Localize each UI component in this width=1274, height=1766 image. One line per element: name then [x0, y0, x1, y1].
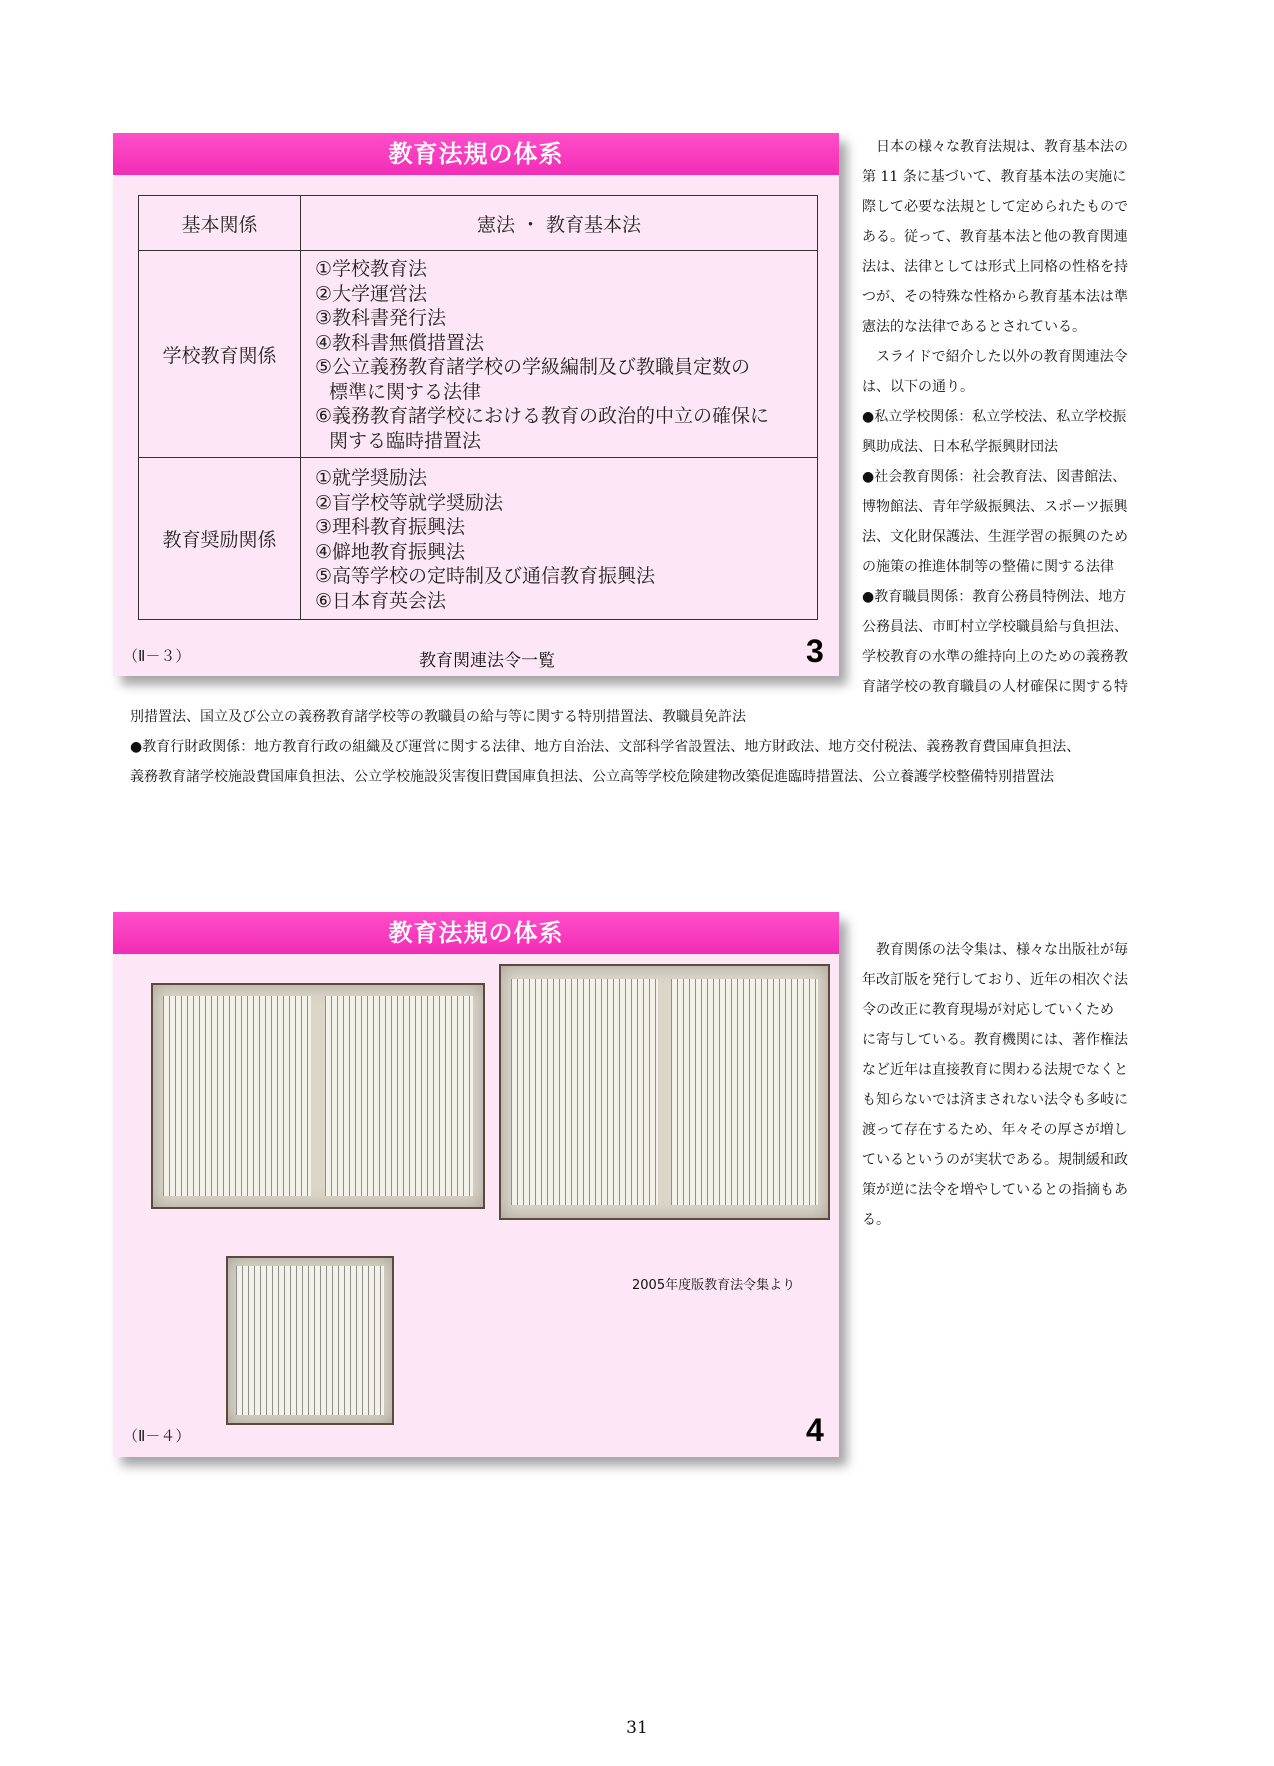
table-row — [139, 251, 818, 458]
text-line: ているというのが実状である。規制緩和政 — [862, 1152, 1128, 1168]
law-item: ⑥日本育英会法 — [315, 589, 447, 612]
text-line: 令の改正に教育現場が対応していくため — [862, 1002, 1114, 1018]
law-item: ③理科教育振興法 — [315, 516, 466, 538]
text-line: ●私立学校関係：私立学校法、私立学校振 — [862, 409, 1127, 425]
text-line: 義務教育諸学校施設費国庫負担法、公立学校施設災害復旧費国庫負担法、公立高等学校危険建物改築促進臨時措置法、公立養護学校整備特別措置法 — [130, 769, 1054, 785]
text-line: 別措置法、国立及び公立の義務教育諸学校等の教職員の給与等に関する特別措置法、教職員免許法 — [130, 709, 746, 725]
text-line: る。 — [862, 1212, 890, 1228]
text-line: の施策の推進体制等の整備に関する法律 — [862, 559, 1114, 575]
law-item: ②大学運営法 — [315, 282, 428, 305]
law-book-photo — [499, 964, 830, 1220]
category-cell: 学校教育関係 — [139, 251, 301, 458]
text-line: も知らないでは済まされない法令も多岐に — [862, 1092, 1128, 1108]
page-number: 31 — [626, 1718, 648, 1738]
commentary-2 — [862, 935, 1158, 1235]
text-line: 際して必要な法規として定められたもので — [862, 199, 1128, 215]
text-line: 第 11 条に基づいて、教育基本法の実施に — [862, 169, 1127, 185]
slide-caption: 教育関連法令一覧 — [419, 651, 555, 671]
header-cell: 憲法 ・ 教育基本法 — [301, 196, 818, 251]
slide-3 — [113, 133, 839, 676]
category-cell: 基本関係 — [139, 196, 301, 251]
law-system-table — [138, 195, 818, 620]
text-line: 博物館法、青年学級振興法、スポーツ振興 — [862, 499, 1128, 515]
law-item: ⑤高等学校の定時制及び通信教育振興法 — [315, 565, 656, 587]
law-list-cell — [301, 458, 818, 620]
text-line: 年改訂版を発行しており、近年の相次ぐ法 — [862, 972, 1128, 988]
text-line: に寄与している。教育機関には、著作権法 — [862, 1032, 1128, 1048]
text-line: 興助成法、日本私学振興財団法 — [862, 439, 1058, 455]
slide-number: 3 — [806, 633, 824, 669]
text-line: 憲法的な法律であるとされている。 — [862, 319, 1086, 335]
text-line: ●教育職員関係：教育公務員特例法、地方 — [862, 589, 1127, 605]
law-item: ①就学奨励法 — [315, 467, 428, 489]
text-line: は、以下の通り。 — [862, 379, 974, 395]
text-line: つが、その特殊な性格から教育基本法は準 — [862, 289, 1128, 305]
text-line: 渡って存在するため、年々その厚さが増し — [862, 1122, 1128, 1138]
photo-caption: 2005年度版教育法令集より — [632, 1278, 796, 1293]
text-line: 法、文化財保護法、生涯学習の振興のため — [862, 529, 1128, 545]
law-list-cell — [301, 251, 818, 458]
slide-title: 教育法規の体系 — [113, 133, 839, 175]
text-line: スライドで紹介した以外の教育関連法令 — [876, 349, 1128, 365]
law-book-photo — [151, 983, 485, 1209]
slide-number: 4 — [806, 1412, 824, 1448]
law-item: ③教科書発行法 — [315, 307, 447, 329]
law-item: ④僻地教育振興法 — [315, 540, 466, 563]
law-item: ⑥義務教育諸学校における教育の政治的中立の確保に — [315, 405, 770, 427]
slide-id: （Ⅱ－３） — [123, 647, 191, 665]
text-line: 日本の様々な教育法規は、教育基本法の — [876, 139, 1128, 155]
text-line: ●教育行財政関係：地方教育行政の組織及び運営に関する法律、地方自治法、文部科学省設置法、地方財政法、地方交付税法、義務教育費国庫負担法、 — [130, 739, 1081, 755]
law-item: ②盲学校等就学奨励法 — [315, 491, 504, 514]
text-line: 教育関係の法令集は、様々な出版社が毎 — [876, 942, 1128, 958]
text-line: ある。従って、教育基本法と他の教育関連 — [862, 229, 1128, 245]
slide-id: （Ⅱ－４） — [123, 1427, 191, 1445]
law-item: ①学校教育法 — [315, 258, 428, 280]
text-line: 学校教育の水準の維持向上のための義務教 — [862, 649, 1128, 665]
slide-4 — [113, 912, 839, 1457]
commentary-1 — [862, 132, 1158, 702]
commentary-continuation — [130, 702, 1170, 792]
law-item: ⑤公立義務教育諸学校の学級編制及び教職員定数の — [315, 356, 751, 378]
text-line: 育諸学校の教育職員の人材確保に関する特 — [862, 679, 1128, 695]
text-line: など近年は直接教育に関わる法規でなくと — [862, 1062, 1128, 1078]
text-line: 法は、法律としては形式上同格の性格を持 — [862, 259, 1128, 275]
text-line: 策が逆に法令を増やしているとの指摘もあ — [862, 1182, 1128, 1198]
slide-title: 教育法規の体系 — [113, 912, 839, 954]
table-row — [139, 196, 818, 251]
text-line: ●社会教育関係：社会教育法、図書館法、 — [862, 469, 1127, 485]
law-item: ④教科書無償措置法 — [315, 331, 485, 354]
text-line: 公務員法、市町村立学校職員給与負担法、 — [862, 619, 1128, 635]
category-cell: 教育奨励関係 — [139, 458, 301, 620]
law-item: 関する臨時措置法 — [329, 429, 482, 452]
law-book-photo — [226, 1256, 394, 1425]
table-row — [139, 458, 818, 620]
law-item: 標準に関する法律 — [329, 380, 482, 403]
